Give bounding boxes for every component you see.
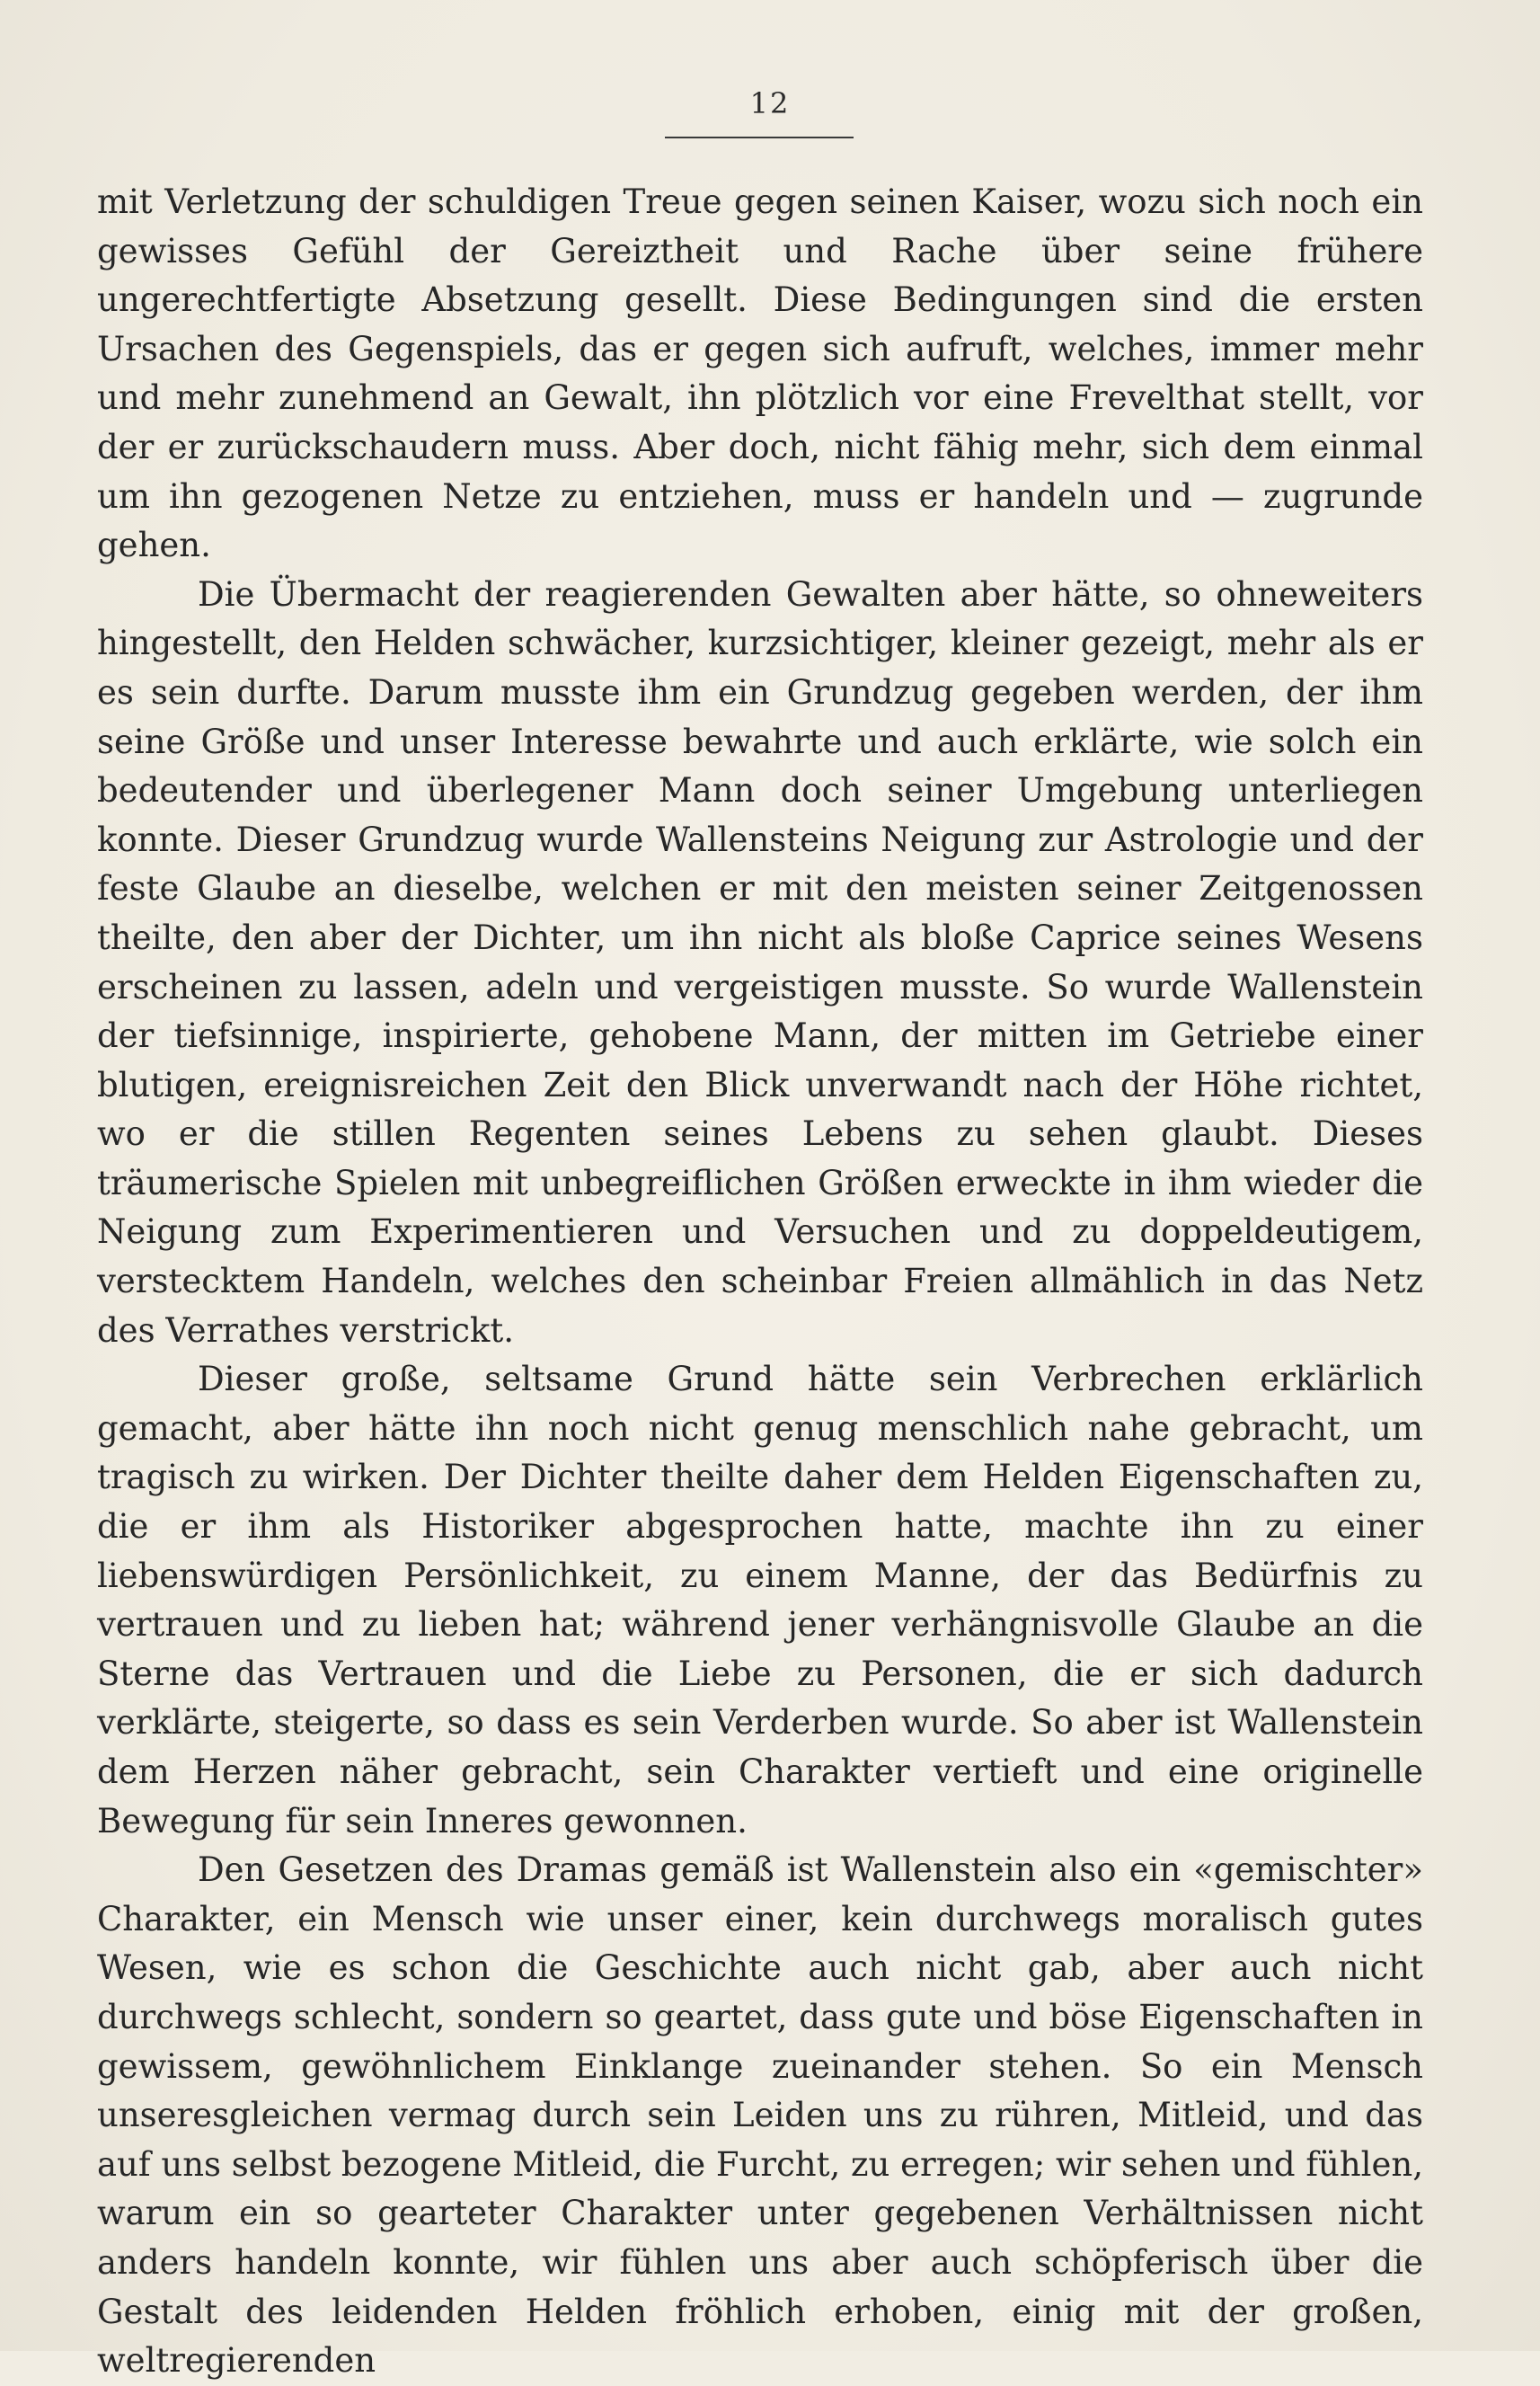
header-rule — [665, 137, 854, 138]
paragraph-2: Die Übermacht der reagierenden Gewalten aber hätte, so ohneweiters hingestellt, den Helden schwächer, kurzsichtiger, kleiner gezeigt, mehr als er es sein durfte. Darum musste ihm ein Grundzug gegeben werden, der ihm seine Größe und unser Interesse bewahrte und auch erklärte, wie solch ein bedeutender und überlegener Mann doch seiner Umgebung unterliegen konnte. Dieser Grundzug wurde Wallensteins Neigung zur Astrologie und der feste Glaube an dieselbe, welchen er mit den meisten seiner Zeitgenossen theilte, den aber der Dichter, um ihn nicht als bloße Caprice seines Wesens erscheinen zu lassen, adeln und vergeistigen musste. So wurde Wallenstein der tiefsinnige, inspirierte, gehobene Mann, der mitten im Getriebe einer blutigen, ereignisreichen Zeit den Blick unverwandt nach der Höhe richtet, wo er die stillen Regenten seines Lebens zu sehen glaubt. Dieses träumerische Spielen mit unbegreiflichen Größen erweckte in ihm wieder die Neigung zum Experimentieren und Versuchen und zu doppeldeutigem, verstecktem Handeln, welches den scheinbar Freien allmählich in das Netz des Verrathes verstrickt. — [97, 574, 1423, 1350]
paragraph-4: Den Gesetzen des Dramas gemäß ist Wallenstein also ein «gemischter» Charakter, ein Mensch wie unser einer, kein durchwegs moralisch gutes Wesen, wie es schon die Geschichte auch nicht gab, aber auch nicht durchwegs schlecht, sondern so geartet, dass gute und böse Eigenschaften in gewissem, gewöhnlichem Einklange zueinander stehen. So ein Mensch unseresgleichen vermag durch sein Leiden uns zu rühren, Mitleid, und das auf uns selbst bezogene Mitleid, die Furcht, zu erregen; wir sehen und fühlen, warum ein so gearteter Charakter unter gegebenen Verhältnissen nicht anders handeln konnte, wir fühlen uns aber auch schöpferisch über die Gestalt des leidenden Helden fröhlich erhoben, einig mit der großen, weltregierenden — [97, 1850, 1423, 2381]
page-number: 12 — [749, 86, 791, 120]
paragraph-1: mit Verletzung der schuldigen Treue gegen seinen Kaiser, wozu sich noch ein gewisses Gefühl der Gereiztheit und Rache über seine frühere ungerechtfertigte Absetzung gesellt. Diese Bedingungen sind die ersten Ursachen des Gegenspiels, das er gegen sich aufruft, welches, immer mehr und mehr zunehmend an Gewalt, ihn plötzlich vor eine Frevelthat stellt, vor der er zurückschaudern muss. Aber doch, nicht fähig mehr, sich dem einmal um ihn gezogenen Netze zu entziehen, muss er handeln und — zugrunde gehen. — [97, 182, 1423, 565]
page-header — [0, 86, 1540, 120]
body-text — [97, 178, 1423, 2386]
paragraph-3: Dieser große, seltsame Grund hätte sein Verbrechen erklärlich gemacht, aber hätte ihn noch nicht genug menschlich nahe gebracht, um tragisch zu wirken. Der Dichter theilte daher dem Helden Eigenschaften zu, die er ihm als Historiker abgesprochen hatte, machte ihn zu einer liebenswürdigen Persönlichkeit, zu einem Manne, der das Bedürfnis zu vertrauen und zu lieben hat; während jener verhängnisvolle Glaube an die Sterne das Vertrauen und die Liebe zu Personen, die er sich dadurch verklärte, steigerte, so dass es sein Verderben wurde. So aber ist Wallenstein dem Herzen näher gebracht, sein Charakter vertieft und eine originelle Bewegung für sein Inneres gewonnen. — [97, 1360, 1423, 1841]
